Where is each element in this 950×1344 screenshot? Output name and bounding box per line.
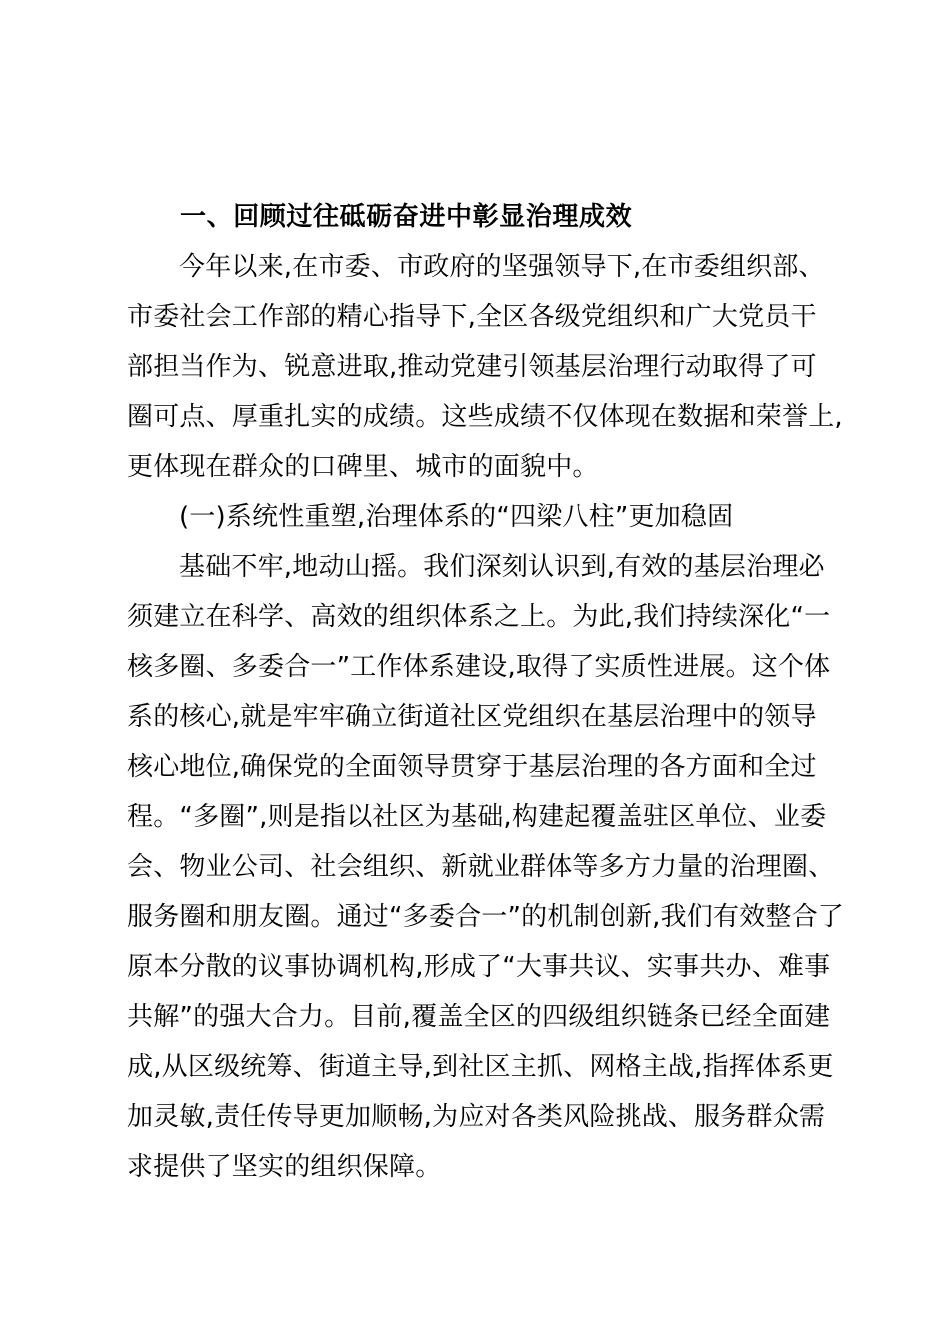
section-heading: 一、回顾过往砥砺奋进中彰显治理成效 — [180, 202, 633, 232]
subsection-heading-block — [127, 492, 827, 542]
text-line: 基础不牢,地动山摇。我们深刻认识到,有效的基层治理必 — [179, 552, 825, 582]
paragraph-system — [127, 542, 845, 1192]
text-line: 核多圈、多委合一”工作体系建设,取得了实质性进展。这个体 — [127, 652, 831, 682]
text-line: 求提供了坚实的组织保障。 — [127, 1152, 442, 1182]
text-line: 圈可点、厚重扎实的成绩。这些成绩不仅体现在数据和荣誉上, — [127, 402, 843, 432]
text-line: 核心地位,确保党的全面领导贯穿于基层治理的各方面和全过 — [127, 752, 817, 782]
paragraph-intro — [127, 242, 843, 492]
text-line: 共解”的强大合力。目前,覆盖全区的四级组织链条已经全面建 — [127, 1002, 831, 1032]
text-line: 须建立在科学、高效的组织体系之上。为此,我们持续深化“一 — [127, 602, 831, 632]
text-line: 部担当作为、锐意进取,推动党建引领基层治理行动取得了可 — [127, 352, 817, 382]
text-line: 程。“多圈”,则是指以社区为基础,构建起覆盖驻区单位、业委 — [127, 802, 827, 832]
text-line: 市委社会工作部的精心指导下,全区各级党组织和广大党员干 — [127, 302, 817, 332]
text-line: 更体现在群众的口碑里、城市的面貌中。 — [127, 452, 599, 482]
document-body — [127, 192, 845, 1192]
text-line: 成,从区级统筹、街道主导,到社区主抓、网格主战,指挥体系更 — [127, 1052, 834, 1082]
text-line: 系的核心,就是牢牢确立街道社区党组织在基层治理中的领导 — [127, 702, 817, 732]
text-line: 会、物业公司、社会组织、新就业群体等多方力量的治理圈、 — [127, 852, 835, 882]
text-line: 服务圈和朋友圈。通过“多委合一”的机制创新,我们有效整合了 — [127, 902, 845, 932]
text-line: 原本分散的议事协调机构,形成了“大事共议、实事共办、难事 — [127, 952, 831, 982]
text-line: 今年以来,在市委、市政府的坚强领导下,在市委组织部、 — [179, 252, 825, 282]
subsection-heading: (一)系统性重塑,治理体系的“四梁八柱”更加稳固 — [179, 502, 734, 532]
text-line: 加灵敏,责任传导更加顺畅,为应对各类风险挑战、服务群众需 — [127, 1102, 826, 1132]
